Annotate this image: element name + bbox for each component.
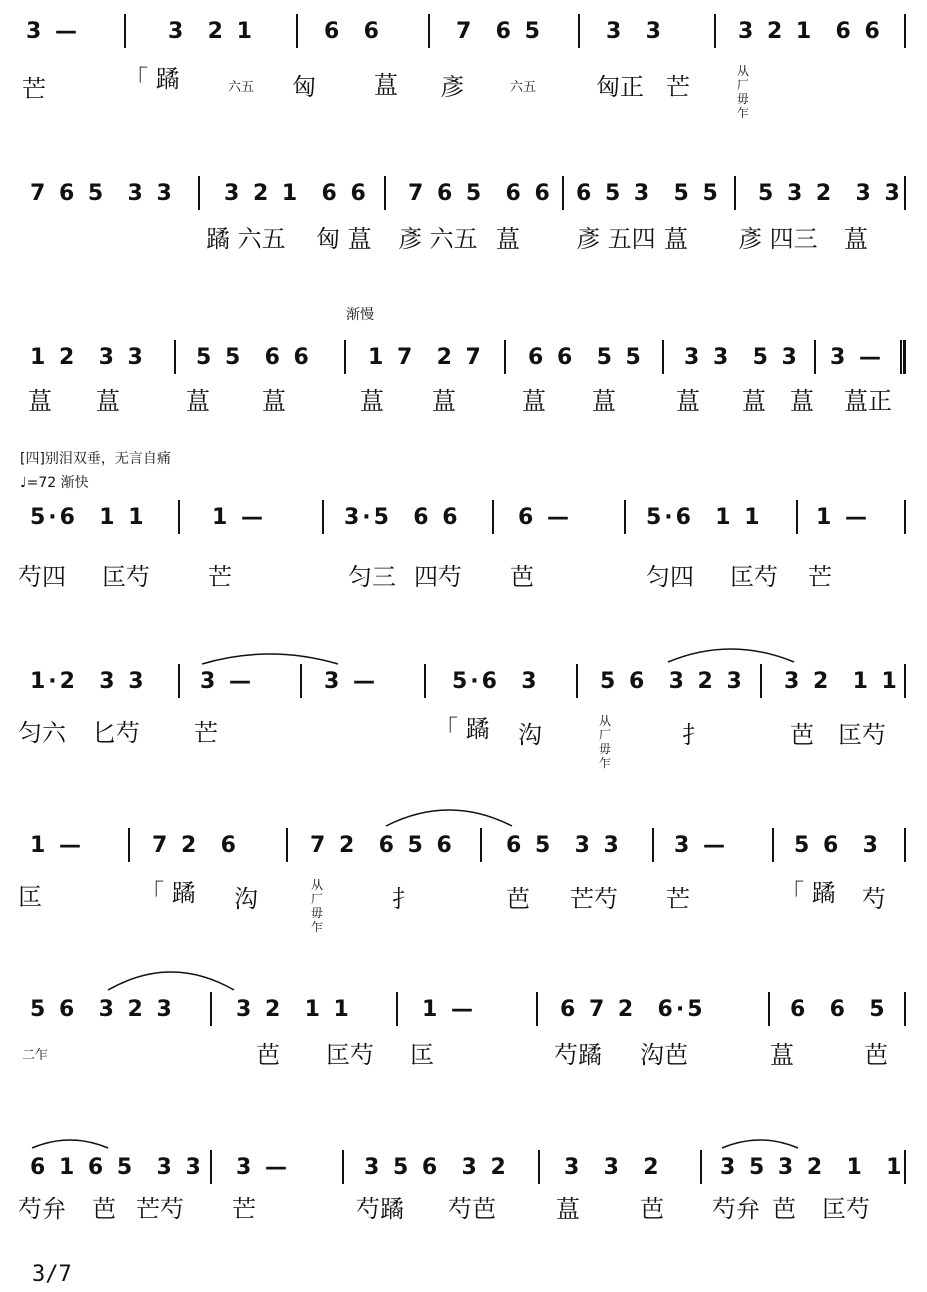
jianzipu-char: 匀四 <box>646 563 694 591</box>
measure: 6 6 <box>324 19 382 44</box>
barline <box>396 992 398 1026</box>
barline <box>124 14 126 48</box>
measure: 7 6 5 6 6 <box>408 181 553 206</box>
jianpu-line <box>0 1150 927 1190</box>
barline <box>178 664 180 698</box>
jianzipu-char: 「 蹫 <box>434 715 490 743</box>
barline <box>424 664 426 698</box>
tablature-line <box>0 1194 927 1254</box>
slur <box>384 804 514 828</box>
jianpu-line <box>0 992 927 1032</box>
jianzipu-char: 蒀 <box>496 225 520 253</box>
jianzipu-char: 蒀 <box>676 387 700 415</box>
jianzipu-char: 彥 <box>440 73 464 101</box>
measure: 3·5 6 6 <box>344 505 461 530</box>
barline <box>652 828 654 862</box>
jianzipu-char: 芭 <box>510 563 534 591</box>
jianzipu-char: 蒀正 <box>844 387 892 415</box>
jianzipu-char: 蒀 <box>742 387 766 415</box>
barline <box>322 500 324 534</box>
measure: 3 2 1 6 6 <box>224 181 369 206</box>
barline <box>178 500 180 534</box>
barline <box>772 828 774 862</box>
measure: 6 5 3 5 5 <box>576 181 721 206</box>
jianzipu-char: 芭 <box>772 1195 796 1223</box>
jianpu-line <box>0 340 927 380</box>
barline <box>700 1150 702 1184</box>
jianzipu-char: 蒀 <box>790 387 814 415</box>
measure: 6 5 3 3 <box>506 833 622 858</box>
measure: 3 — <box>830 345 884 370</box>
barline <box>578 14 580 48</box>
measure: 3 — <box>674 833 728 858</box>
jianzipu-char: 芍弁 <box>712 1195 760 1223</box>
jianzipu-char: 六五 <box>510 80 537 95</box>
measure: 3 2 1 1 <box>784 669 900 694</box>
jianzipu-char: 从厂毋乍 <box>736 64 749 120</box>
jianzipu-char: 蒀 <box>28 387 52 415</box>
measure: 5·6 1 1 <box>646 505 763 530</box>
slur <box>666 644 796 664</box>
jianpu-line <box>0 664 927 704</box>
measure: 3 2 1 <box>168 19 255 44</box>
barline <box>384 176 386 210</box>
measure: 7 6 5 3 3 <box>30 181 175 206</box>
tempo-marking: 渐慢 <box>346 307 374 323</box>
measure: 3 3 <box>606 19 664 44</box>
barline <box>796 500 798 534</box>
barline <box>210 992 212 1026</box>
barline <box>734 176 736 210</box>
barline <box>210 1150 212 1184</box>
measure: 3 5 3 2 1 1 <box>720 1155 905 1180</box>
barline <box>814 340 816 374</box>
barline <box>760 664 762 698</box>
measure: 3 5 6 3 2 <box>364 1155 509 1180</box>
barline <box>538 1150 540 1184</box>
jianzipu-char: 芒 <box>666 73 690 101</box>
jianzipu-char: 蒀 <box>592 387 616 415</box>
barline <box>904 828 906 862</box>
measure: 7 2 6 <box>152 833 239 858</box>
barline <box>904 664 906 698</box>
jianzipu-char: 芒 <box>666 885 690 913</box>
barline <box>504 340 506 374</box>
jianzipu-char: 沟 <box>234 885 258 913</box>
measure: 1 2 3 3 <box>30 345 146 370</box>
measure: 6 7 2 6·5 <box>560 997 706 1022</box>
barline <box>300 664 302 698</box>
jianzipu-char: 匞芍 <box>326 1041 374 1069</box>
jianzipu-char: 二乍 <box>22 1048 49 1063</box>
measure: 3 2 1 1 <box>236 997 352 1022</box>
jianzipu-char: 芍蹫 <box>554 1041 602 1069</box>
jianzipu-char: 匕芍 <box>92 719 140 747</box>
measure: 3 3 5 3 <box>684 345 800 370</box>
barline <box>296 14 298 48</box>
jianzipu-char: 蒀 <box>522 387 546 415</box>
jianzipu-char: 「 蹫 <box>124 65 180 93</box>
tablature-line <box>0 1036 927 1096</box>
jianzipu-char: 蒀 <box>96 387 120 415</box>
barline <box>904 176 906 210</box>
measure: 6 — <box>518 505 572 530</box>
jianzipu-char: 四芍 <box>414 563 462 591</box>
slur <box>30 1136 110 1150</box>
jianzipu-char: 从厂毋乍 <box>310 878 323 934</box>
jianzipu-char: 蒀 <box>664 225 688 253</box>
measure: 3 — <box>200 669 254 694</box>
jianzipu-char: 匀三 <box>348 563 396 591</box>
measure: 3 — <box>26 19 80 44</box>
measure: 6 1 6 5 3 3 <box>30 1155 204 1180</box>
jianzipu-char: 芭 <box>640 1195 664 1223</box>
jianzipu-char: 芒 <box>208 563 232 591</box>
measure: 5 6 3 <box>794 833 881 858</box>
measure: 7 6 5 <box>456 19 543 44</box>
slur <box>720 1136 800 1150</box>
barline <box>128 828 130 862</box>
barline <box>768 992 770 1026</box>
barline <box>576 664 578 698</box>
jianzipu-char: 芒 <box>232 1195 256 1223</box>
jianzipu-char: 匀六 <box>18 719 66 747</box>
jianpu-line <box>0 176 927 216</box>
barline <box>480 828 482 862</box>
jianzipu-char: 芭 <box>864 1041 888 1069</box>
jianzipu-char: 芭 <box>790 721 814 749</box>
tablature-line <box>0 714 927 774</box>
measure: 1 7 2 7 <box>368 345 484 370</box>
jianpu-line <box>0 14 927 54</box>
jianzipu-char: 匈 <box>292 73 316 101</box>
measure: 1 — <box>816 505 870 530</box>
barline <box>904 992 906 1026</box>
jianzipu-char: 蹫 六五 <box>206 225 286 253</box>
jianzipu-char: 芍四 <box>18 563 66 591</box>
measure: 1·2 3 3 <box>30 669 147 694</box>
measure: 3 — <box>324 669 378 694</box>
jianzipu-char: 匞芍 <box>822 1195 870 1223</box>
tablature-line <box>0 386 927 446</box>
slur <box>106 966 236 992</box>
barline <box>714 14 716 48</box>
jianzipu-char: 芒 <box>194 719 218 747</box>
barline <box>428 14 430 48</box>
measure: 1 — <box>212 505 266 530</box>
jianzipu-char: 彥 六五 <box>398 225 478 253</box>
jianzipu-char: 匈正 <box>596 73 644 101</box>
jianzipu-char: 芒芍 <box>570 885 618 913</box>
jianzipu-char: 蒀 <box>432 387 456 415</box>
jianzipu-char: 芭 <box>256 1041 280 1069</box>
jianzipu-char: 蒀 <box>844 225 868 253</box>
barline <box>198 176 200 210</box>
jianzipu-char: 芍蹫 <box>356 1195 404 1223</box>
barline <box>904 1150 906 1184</box>
barline <box>492 500 494 534</box>
barline <box>562 176 564 210</box>
jianzipu-char: 蒀 <box>360 387 384 415</box>
barline <box>904 14 906 48</box>
barline <box>662 340 664 374</box>
jianzipu-char: 匞芍 <box>838 721 886 749</box>
jianpu-line <box>0 828 927 868</box>
measure: 3 3 2 <box>564 1155 662 1180</box>
jianzipu-char: 匞 <box>410 1041 434 1069</box>
jianzipu-char: 扌 <box>682 721 706 749</box>
jianzipu-char: 匞芍 <box>730 563 778 591</box>
jianzipu-char: 芭 <box>506 885 530 913</box>
tablature-line <box>0 878 927 938</box>
double-barline <box>900 340 906 374</box>
jianzipu-char: 芍芭 <box>448 1195 496 1223</box>
jianzipu-char: 彥 五四 <box>576 225 656 253</box>
barline <box>536 992 538 1026</box>
jianzipu-char: 蒀 <box>556 1195 580 1223</box>
measure: 6 6 5 <box>790 997 888 1022</box>
measure: 1 — <box>422 997 476 1022</box>
jianzipu-char: 芍 <box>862 885 886 913</box>
barline <box>174 340 176 374</box>
jianzipu-char: 「 蹫 <box>140 879 196 907</box>
measure: 5 6 3 2 3 <box>600 669 745 694</box>
measure: 5 3 2 3 3 <box>758 181 903 206</box>
jianzipu-char: 芭 <box>92 1195 116 1223</box>
measure: 5 6 3 2 3 <box>30 997 175 1022</box>
jianzipu-char: 蒀 <box>770 1041 794 1069</box>
jianzipu-char: 蒀 <box>186 387 210 415</box>
jianzipu-char: 芒 <box>22 75 46 103</box>
measure: 1 — <box>30 833 84 858</box>
jianzipu-char: 芒芍 <box>136 1195 184 1223</box>
section-title: [四]别泪双垂，无言自痛 <box>20 451 171 467</box>
tablature-line <box>0 562 927 622</box>
jianzipu-char: 六五 <box>228 80 255 95</box>
jianzipu-char: 芒 <box>808 563 832 591</box>
jianzipu-char: 「 蹫 <box>780 879 836 907</box>
barline <box>342 1150 344 1184</box>
jianzipu-char: 蒀 <box>374 71 398 99</box>
measure: 3 — <box>236 1155 290 1180</box>
page-number: 3/7 <box>32 1262 72 1287</box>
jianzipu-char: 沟芭 <box>640 1041 688 1069</box>
measure: 5·6 3 <box>452 669 540 694</box>
jianzipu-char: 匞 <box>18 883 42 911</box>
measure: 3 2 1 6 6 <box>738 19 883 44</box>
tablature-line <box>0 64 927 124</box>
jianzipu-char: 从厂毋乍 <box>598 714 611 770</box>
tempo-marking: ♩=72 渐快 <box>20 475 89 491</box>
barline <box>624 500 626 534</box>
measure: 7 2 6 5 6 <box>310 833 455 858</box>
jianzipu-char: 芍弁 <box>18 1195 66 1223</box>
barline <box>286 828 288 862</box>
jianzipu-char: 彥 四三 <box>738 225 818 253</box>
barline <box>904 500 906 534</box>
jianzipu-char: 匞芍 <box>102 563 150 591</box>
barline <box>344 340 346 374</box>
jianzipu-char: 扌 <box>392 885 416 913</box>
measure: 5·6 1 1 <box>30 505 147 530</box>
jianzipu-char: 沟 <box>518 721 542 749</box>
measure: 5 5 6 6 <box>196 345 312 370</box>
jianpu-line <box>0 500 927 540</box>
jianzipu-char: 蒀 <box>262 387 286 415</box>
tablature-line <box>0 220 927 280</box>
measure: 6 6 5 5 <box>528 345 644 370</box>
jianzipu-char: 匈 蒀 <box>316 225 372 253</box>
